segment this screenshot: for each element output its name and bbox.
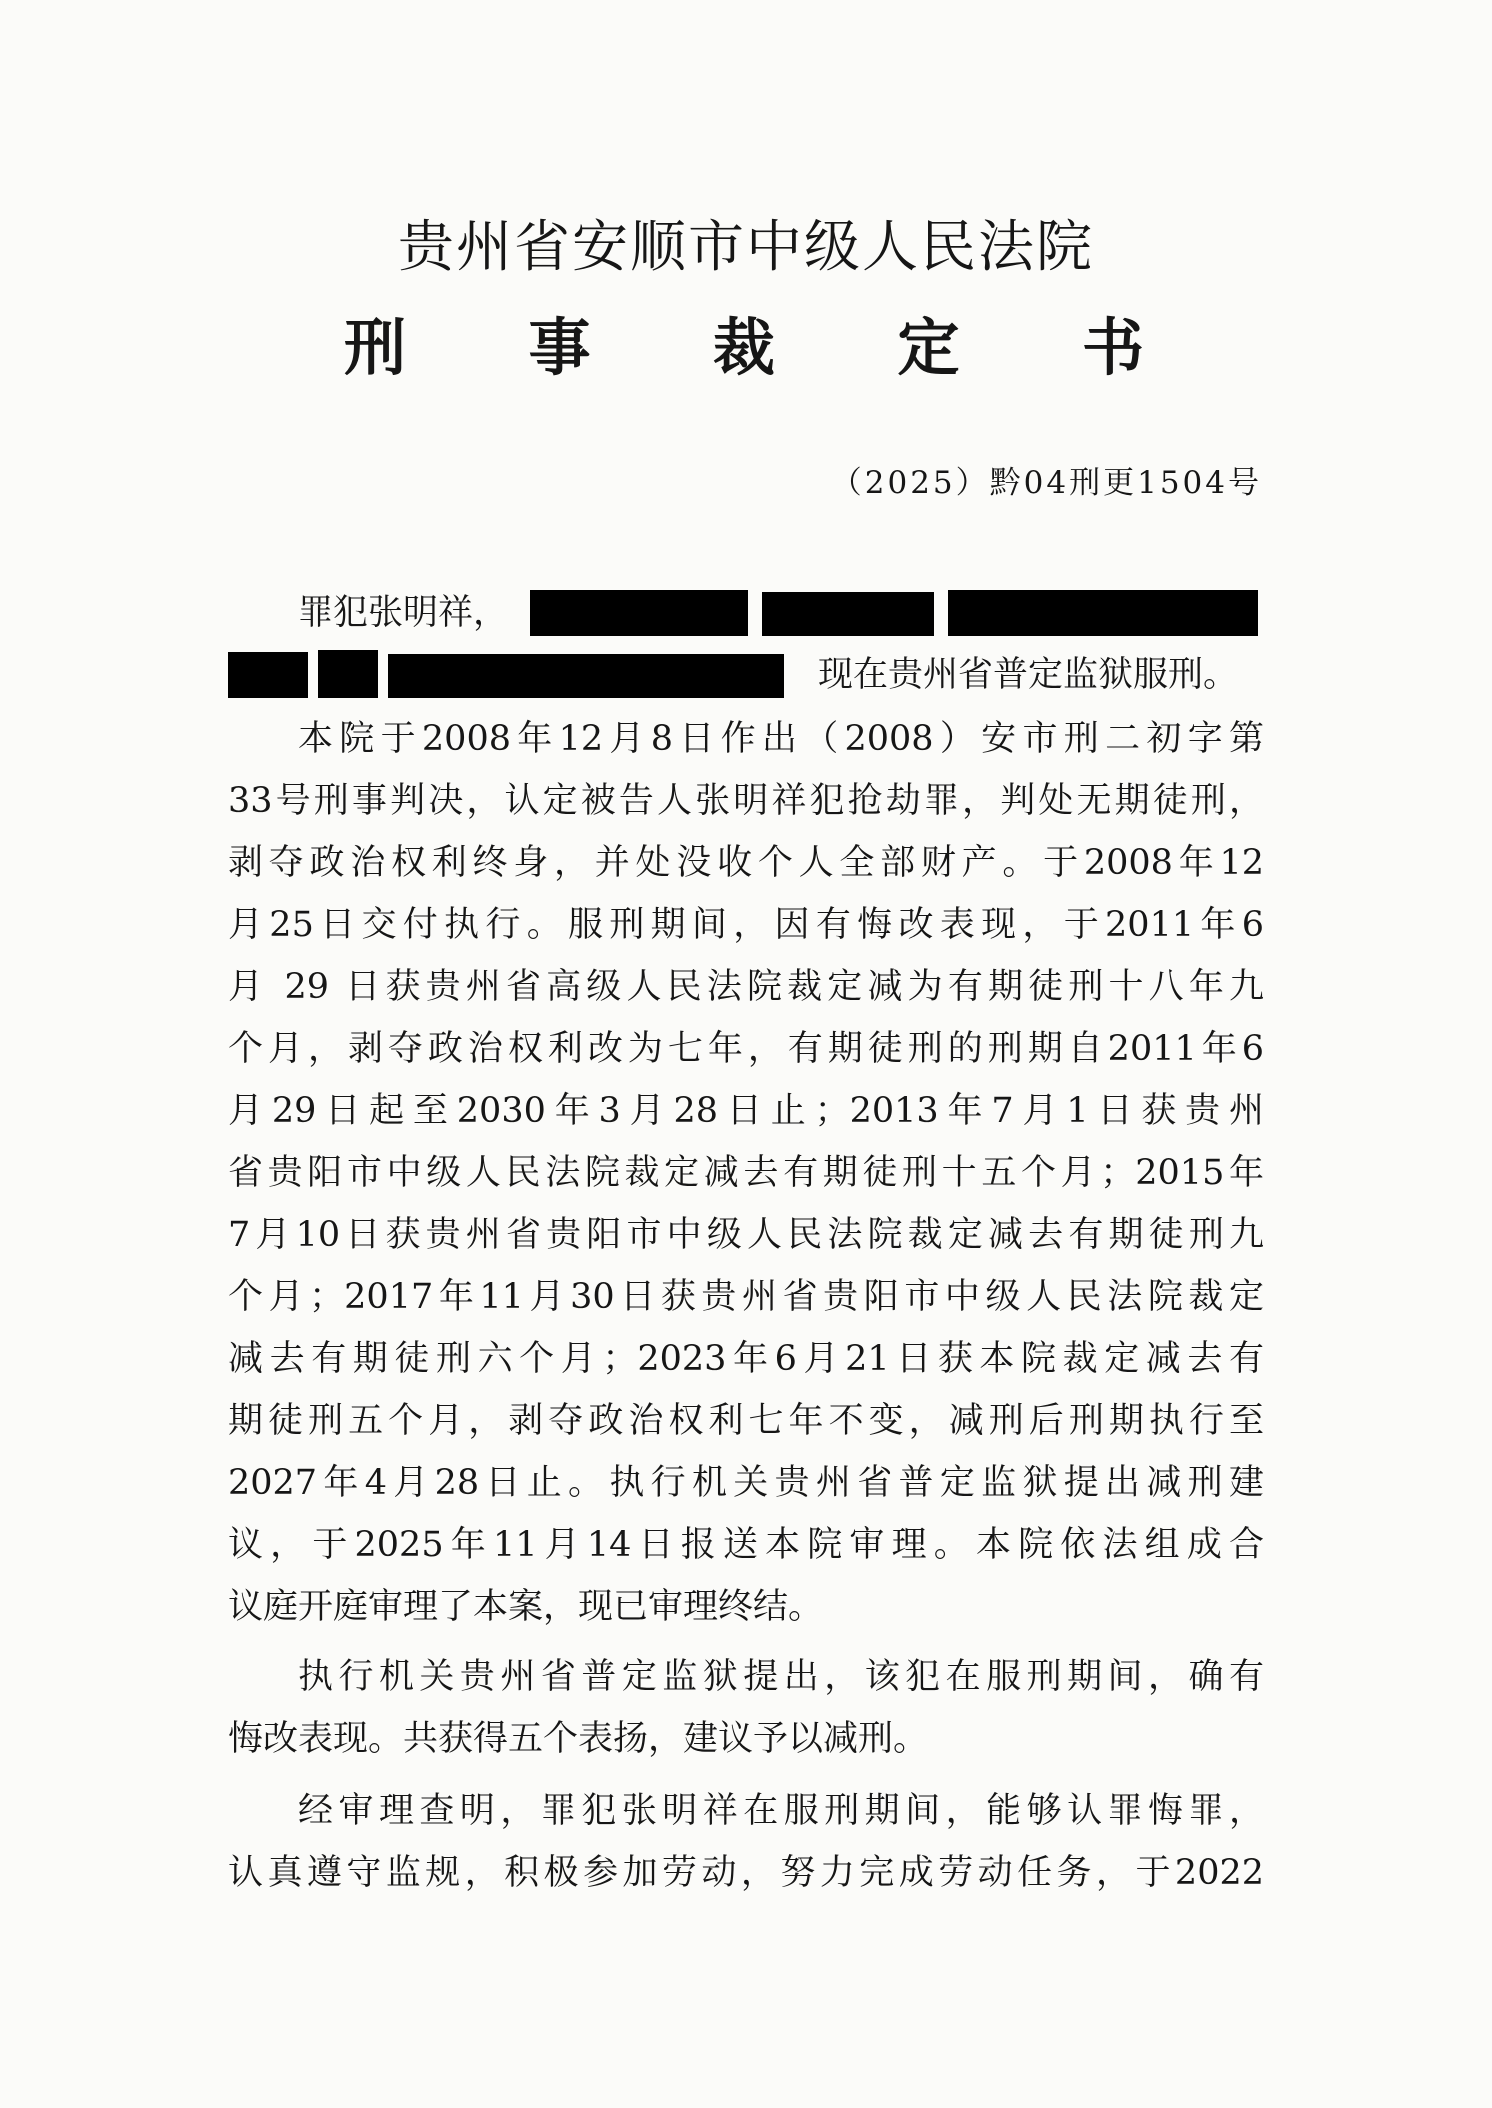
doc-type-char: 刑 xyxy=(344,311,407,384)
body-line: 月25日交付执行。服刑期间，因有悔改表现，于2011年6 xyxy=(228,905,1264,945)
body-line: 剥夺政治权利终身，并处没收个人全部财产。于2008年12 xyxy=(228,843,1264,883)
body-line: 悔改表现。共获得五个表扬，建议予以减刑。 xyxy=(228,1719,929,1759)
body-line: 执行机关贵州省普定监狱提出，该犯在服刑期间，确有 xyxy=(298,1657,1264,1697)
body-line: 认真遵守监规，积极参加劳动，努力完成劳动任务，于2022 xyxy=(228,1853,1264,1893)
doc-type-char: 定 xyxy=(897,311,960,384)
redaction-block xyxy=(530,590,748,636)
body-line: 个月；2017年11月30日获贵州省贵阳市中级人民法院裁定 xyxy=(228,1277,1264,1317)
redaction-block xyxy=(318,650,378,698)
body-line: 现在贵州省普定监狱服刑。 xyxy=(818,655,1239,695)
redaction-block xyxy=(948,590,1258,636)
body-line: 月 29 日获贵州省高级人民法院裁定减为有期徒刑十八年九 xyxy=(228,967,1264,1007)
body-line: 议，于2025年11月14日报送本院审理。本院依法组成合 xyxy=(228,1525,1264,1565)
body-line: 33号刑事判决，认定被告人张明祥犯抢劫罪，判处无期徒刑， xyxy=(228,781,1264,821)
body-line: 经审理查明，罪犯张明祥在服刑期间，能够认罪悔罪， xyxy=(298,1791,1264,1831)
doc-type-char: 事 xyxy=(528,311,591,384)
redaction-block xyxy=(388,654,784,698)
body-line: 个月，剥夺政治权利改为七年，有期徒刑的刑期自2011年6 xyxy=(228,1029,1264,1069)
body-line: 减去有期徒刑六个月；2023年6月21日获本院裁定减去有 xyxy=(228,1339,1264,1379)
body-line: 7月10日获贵州省贵阳市中级人民法院裁定减去有期徒刑九 xyxy=(228,1215,1264,1255)
doc-type-char: 书 xyxy=(1081,311,1144,384)
body-line: 期徒刑五个月，剥夺政治权利七年不变，减刑后刑期执行至 xyxy=(228,1401,1264,1441)
doc-type-char: 裁 xyxy=(712,311,775,384)
redaction-block xyxy=(762,592,934,636)
body-line: 省贵阳市中级人民法院裁定减去有期徒刑十五个月；2015年 xyxy=(228,1153,1264,1193)
body-line: 2027年4月28日止。执行机关贵州省普定监狱提出减刑建 xyxy=(228,1463,1264,1503)
body-line: 本院于2008年12月8日作出（2008）安市刑二初字第 xyxy=(298,719,1264,759)
case-number: （2025）黔04刑更1504号 xyxy=(830,465,1262,501)
body-line: 月29日起至2030年3月28日止；2013年7月1日获贵州 xyxy=(228,1091,1264,1131)
redaction-block xyxy=(228,652,308,698)
body-line: 罪犯张明祥， xyxy=(298,593,509,633)
body-line: 议庭开庭审理了本案，现已审理终结。 xyxy=(228,1587,824,1627)
document-type-title xyxy=(344,308,1144,388)
court-name: 贵州省安顺市中级人民法院 xyxy=(398,215,1094,280)
